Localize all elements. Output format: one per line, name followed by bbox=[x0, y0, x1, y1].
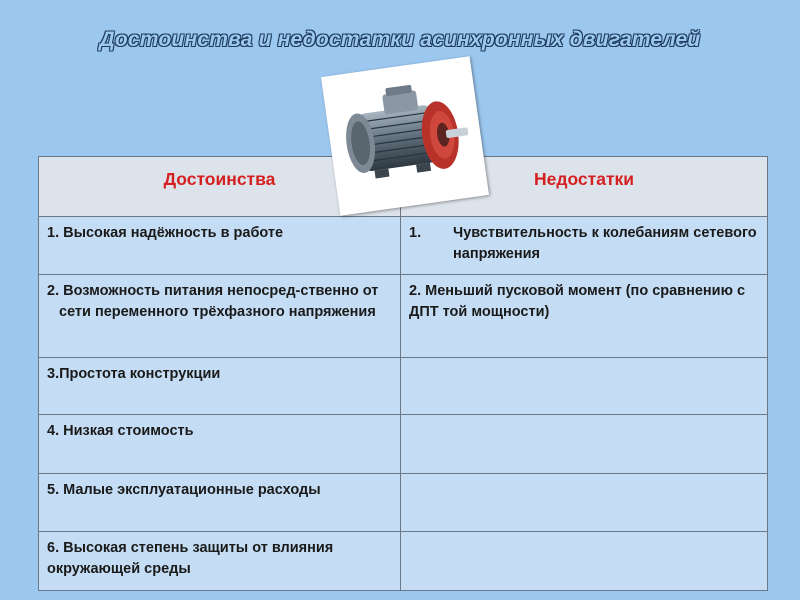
advantage-cell: 1. Высокая надёжность в работе bbox=[39, 217, 401, 274]
disadvantage-cell bbox=[401, 358, 767, 414]
disadvantage-cell bbox=[401, 532, 767, 590]
comparison-table bbox=[38, 156, 768, 591]
table-row bbox=[39, 275, 767, 358]
disadvantage-cell bbox=[401, 415, 767, 473]
table-row bbox=[39, 415, 767, 474]
header-disadvantages: Недостатки bbox=[401, 157, 767, 216]
disadvantage-cell bbox=[401, 474, 767, 531]
table-row bbox=[39, 217, 767, 275]
disadvantage-cell: 2. Меньший пусковой момент (по сравнению с ДПТ той мощности) bbox=[409, 283, 746, 320]
advantage-cell: 4. Низкая стоимость bbox=[39, 415, 401, 473]
advantage-cell: 3.Простота конструкции bbox=[39, 358, 401, 414]
page-title: Достоинства и недостатки асинхронных двигателей bbox=[99, 28, 701, 51]
electric-motor-icon bbox=[321, 56, 489, 216]
advantage-cell: 6. Высокая степень защиты от влияния окружающей среды bbox=[39, 532, 401, 590]
advantage-cell: 5. Малые эксплуатационные расходы bbox=[39, 474, 401, 531]
header-advantages: Достоинства bbox=[39, 157, 401, 216]
disadvantage-cell bbox=[401, 217, 767, 274]
disadvantage-text: Чувствительность к колебаниям сетевого напряжения bbox=[453, 225, 757, 262]
table-row bbox=[39, 358, 767, 415]
advantage-cell: 2. Возможность питания непосред-ственно от сети переменного трёхфазного напряжения bbox=[39, 275, 401, 357]
table-row bbox=[39, 474, 767, 532]
table-row bbox=[39, 532, 767, 590]
motor-photo bbox=[321, 56, 489, 216]
list-number: 1. bbox=[409, 225, 422, 241]
